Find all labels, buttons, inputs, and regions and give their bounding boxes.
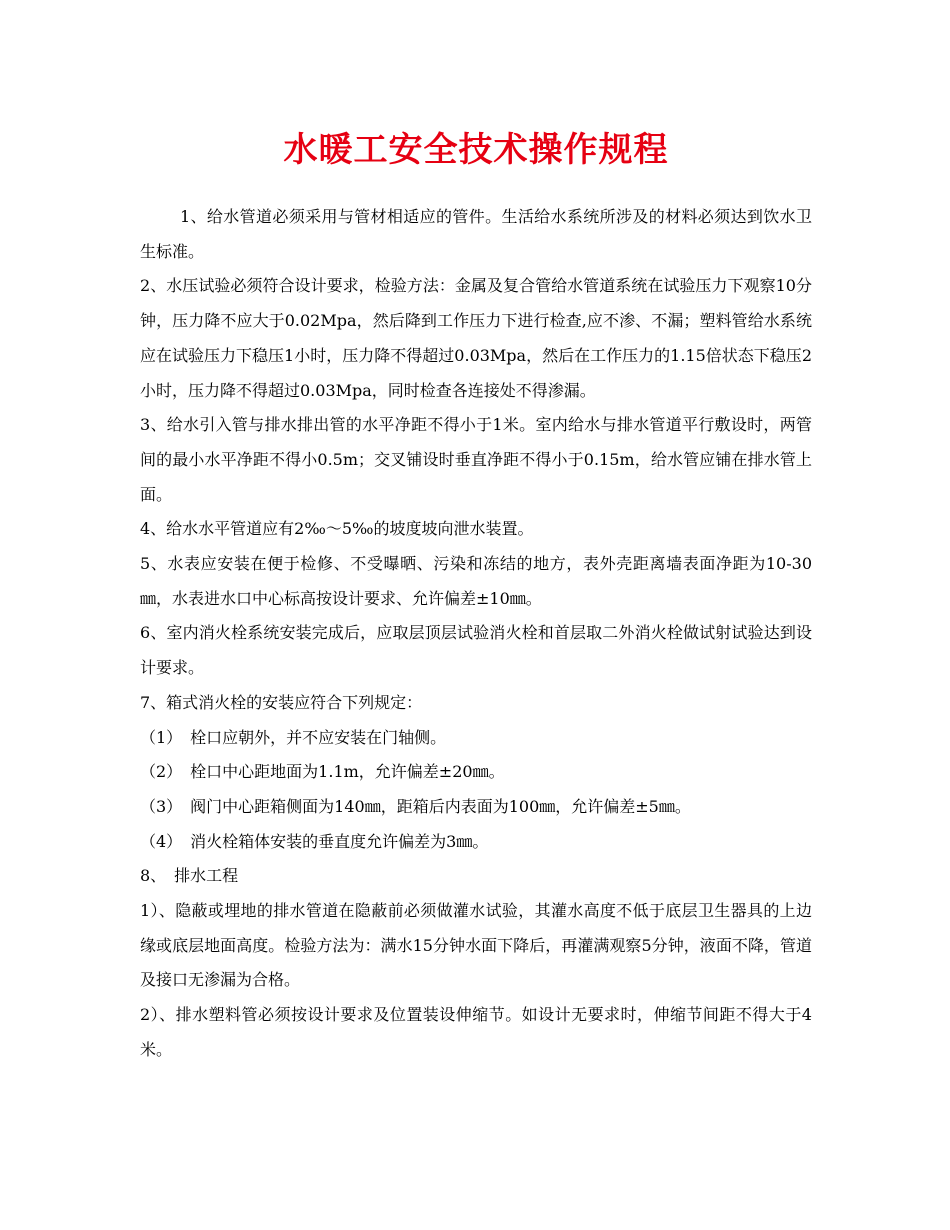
- list-item-4: （4） 消火栓箱体安装的垂直度允许偏差为3㎜。: [140, 831, 489, 851]
- paragraph-2: 2、水压试验必须符合设计要求，检验方法：金属及复合管给水管道系统在试验压力下观察10分钟，压力降不应大于0.02Mpa，然后降到工作压力下进行检查,应不渗、不漏；塑料管给水系统应在试验压力下稳压1小时，压力降不得超过0.03Mpa，然后在工作压力的1.15倍状态下稳压2小时，压力降不得超过0.03Mpa，同时检查各连接处不得渗漏。: [140, 276, 812, 400]
- paragraph-7: 7、箱式消火栓的安装应符合下列规定：: [140, 692, 423, 712]
- paragraph-3: 3、给水引入管与排水排出管的水平净距不得小于1米。室内给水与排水管道平行敷设时，两管间的最小水平净距不得小0.5m；交叉铺设时垂直净距不得小于0.15m，给水管应铺在排水管上面。: [140, 415, 812, 504]
- paragraph-8-2: 2）、排水塑料管必须按设计要求及位置装设伸缩节。如设计无要求时，伸缩节间距不得大于4米。: [140, 1005, 812, 1059]
- paragraph-4: 4、给水水平管道应有2‰～5‰的坡度坡向泄水装置。: [140, 519, 534, 539]
- list-item-1: （1） 栓口应朝外，并不应安装在门轴侧。: [140, 727, 447, 747]
- paragraph-5: 5、水表应安装在便于检修、不受曝晒、污染和冻结的地方，表外壳距离墙表面净距为10-30㎜，水表进水口中心标高按设计要求、允许偏差±10㎜。: [140, 554, 812, 608]
- list-item-3: （3） 阀门中心距箱侧面为140㎜，距箱后内表面为100㎜，允许偏差±5㎜。: [140, 796, 691, 816]
- section-heading-8: 8、 排水工程: [140, 866, 239, 886]
- paragraph-8-1: 1）、隐蔽或埋地的排水管道在隐蔽前必须做灌水试验，其灌水高度不低于底层卫生器具的上边缘或底层地面高度。检验方法为：满水15分钟水面下降后，再灌满观察5分钟，液面不降，管道及接口无渗漏为合格。: [140, 901, 812, 990]
- paragraph-1: 1、给水管道必须采用与管材相适应的管件。生活给水系统所涉及的材料必须达到饮水卫生标准。: [140, 207, 812, 261]
- list-item-2: （2） 栓口中心距地面为1.1m，允许偏差±20㎜。: [140, 762, 505, 782]
- document-body: [140, 200, 812, 1068]
- document-title: 水暖工安全技术操作规程: [283, 130, 669, 170]
- paragraph-6: 6、室内消火栓系统安装完成后，应取层顶层试验消火栓和首层取二外消火栓做试射试验达到设计要求。: [140, 623, 812, 678]
